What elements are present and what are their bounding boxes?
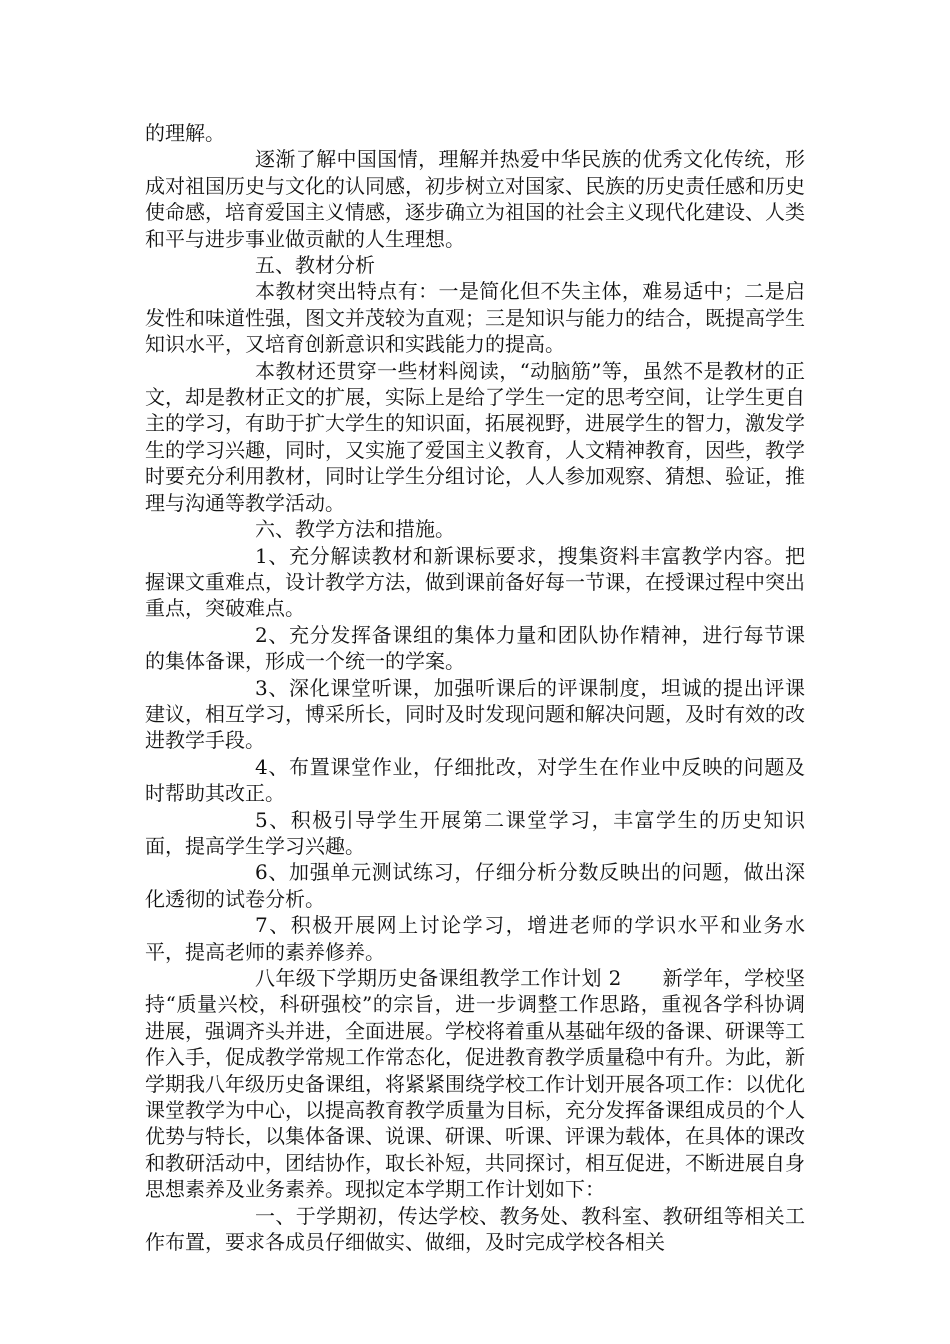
paragraph-textbook-reading: 本教材还贯穿一些材料阅读，“动脑筋”等，虽然不是教材的正文，却是教材正文的扩展，实际上是给了学生一定的思考空间，让学生更自主的学习，有助于扩大学生的知识面，拓展视野，进展学生的智力，激发学生的学习兴趣，同时，又实施了爱国主义教育，人文精神教育，因些，教学时要充分利用教材，同时让学生分组讨论，人人参加观察、猜想、验证，推理与沟通等教学活动。	[145, 358, 805, 515]
section-heading-methods: 六、教学方法和措施。	[255, 517, 455, 542]
paragraph-goal: 逐渐了解中国国情，理解并热爱中华民族的优秀文化传统，形成对祖国历史与文化的认同感，初步树立对国家、民族的历史责任感和历史使命感，培育爱国主义情感，逐步确立为祖国的社会主义现代化建设、人类和平与进步事业做贡献的人生理想。	[145, 147, 805, 251]
list-item-method-5: 5、积极引导学生开展第二课堂学习，丰富学生的历史知识面，提高学生学习兴趣。	[145, 807, 805, 858]
list-item-method-7: 7、积极开展网上讨论学习，增进老师的学识水平和业务水平，提高老师的素养修养。	[145, 913, 805, 964]
list-item-method-1: 1、充分解读教材和新课标要求，搜集资料丰富教学内容。把握课文重难点，设计教学方法，做到课前备好每一节课，在授课过程中突出重点，突破难点。	[145, 543, 805, 621]
list-item-method-3: 3、深化课堂听课，加强听课后的评课制度，坦诚的提出评课建议，相互学习，博采所长，同时及时发现问题和解决问题，及时有效的改进教学手段。	[145, 675, 805, 753]
paragraph-continuation: 的理解。	[145, 121, 225, 145]
list-item-method-6: 6、加强单元测试练习，仔细分析分数反映出的问题，做出深化透彻的试卷分析。	[145, 860, 805, 911]
list-item-method-4: 4、布置课堂作业，仔细批改，对学生在作业中反映的问题及时帮助其改正。	[145, 754, 805, 806]
list-item-method-2: 2、充分发挥备课组的集体力量和团队协作精神，进行每节课的集体备课，形成一个统一的学案。	[145, 622, 805, 674]
paragraph-textbook-features: 本教材突出特点有：一是简化但不失主体，难易适中；二是启发性和味道性强，图文并茂较为直观；三是知识与能力的结合，既提高学生知识水平，又培育创新意识和实践能力的提高。	[145, 279, 805, 357]
document-page	[145, 120, 805, 1255]
paragraph-plan-2-intro: 八年级下学期历史备课组教学工作计划 2 新学年，学校坚持“质量兴校，科研强校”的宗旨，进一步调整工作思路，重视各学科协调进展，强调齐头并进，全面进展。学校将着重从基础年级的备课、研课等工作入手，促成教学常规工作常态化，促进教育教学质量稳中有升。为此，新学期我八年级历史备课组，将紧紧围绕学校工作计划开展各项工作：以优化课堂教学为中心，以提高教育教学质量为目标，充分发挥备课组成员的个人优势与特长，以集体备课、说课、研课、听课、评课为载体，在具体的课改和教研活动中，团结协作，取长补短，共同探讨，相互促进，不断进展自身思想素养及业务素养。现拟定本学期工作计划如下：	[145, 966, 805, 1202]
list-item-plan-1: 一、于学期初，传达学校、教务处、教科室、教研组等相关工作布置，要求各成员仔细做实、做细，及时完成学校各相关	[145, 1203, 805, 1255]
section-heading-textbook-analysis: 五、教材分析	[255, 253, 375, 278]
